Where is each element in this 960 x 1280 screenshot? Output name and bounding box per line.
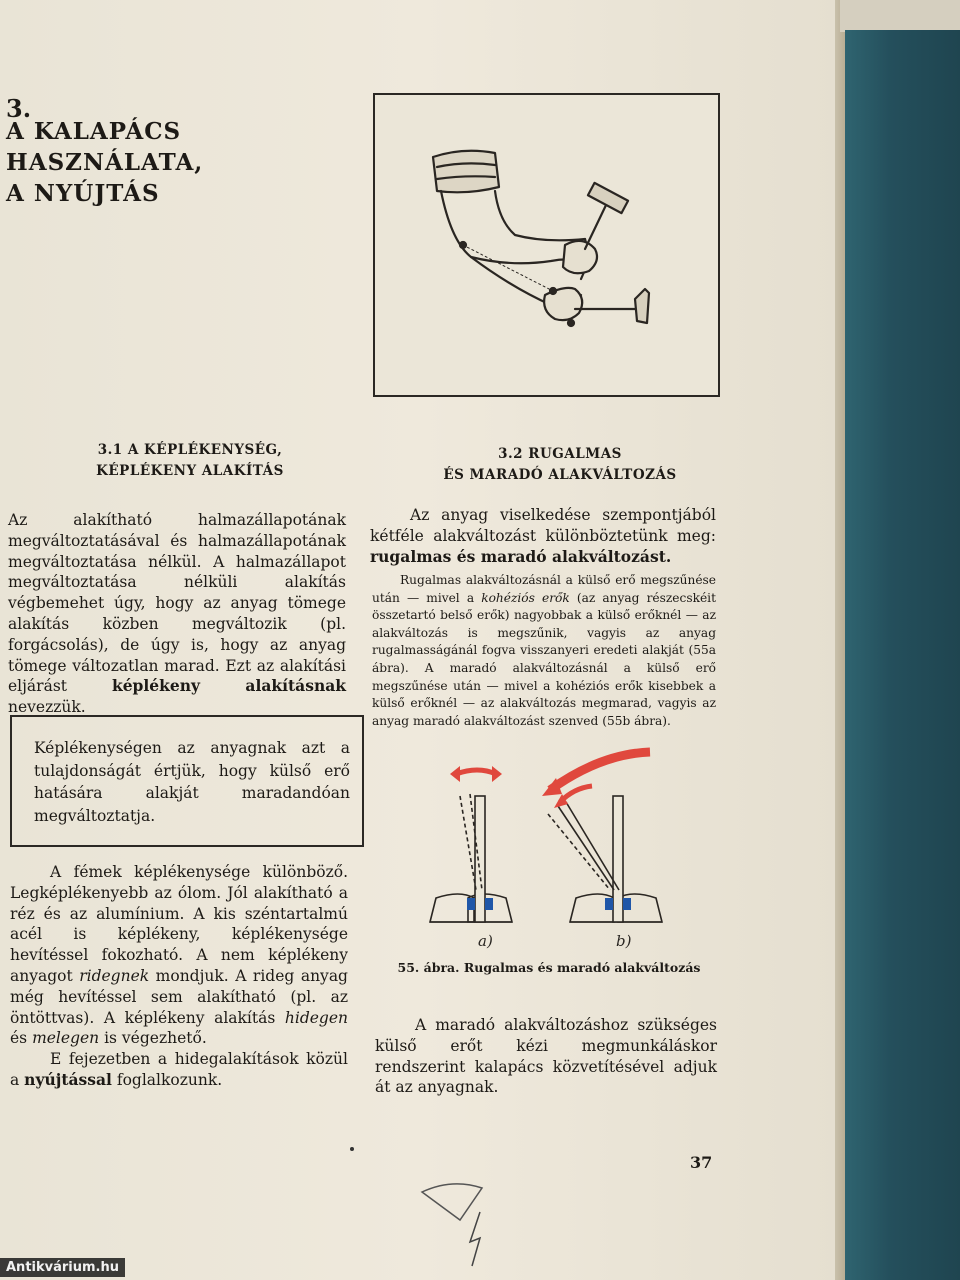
paragraph-text: A fémek képlékenysége különböző. Legképlékenyebb az ólom. Jól alakítható a réz és az alumínium. A kis széntartalmú acél is képlékeny, képlékenysége hevítéssel fokozható. A nem képlékeny anyagot bbox=[10, 863, 348, 985]
paragraph-text: E fejezetben a hidegalakítások közül a bbox=[10, 1050, 348, 1089]
clamp-block bbox=[623, 898, 631, 910]
paragraph bbox=[372, 572, 716, 730]
clamp-block bbox=[605, 898, 613, 910]
arrow-head bbox=[492, 766, 502, 782]
paragraph-text: nevezzük. bbox=[8, 698, 86, 717]
chapter-number: 3. bbox=[6, 94, 32, 123]
section-3-2-small-print bbox=[372, 572, 716, 730]
italic-term: hidegen bbox=[284, 1008, 348, 1027]
paragraph-text: mondjuk. A rideg anyag még hevítéssel sem alakítható (pl. az öntöttvas). A képlékeny alakítás bbox=[10, 966, 348, 1027]
clamp-block bbox=[485, 898, 493, 910]
paragraph-text: foglalkozunk. bbox=[111, 1070, 223, 1089]
paragraph: A maradó alakváltozáshoz szükséges külső erőt kézi megmunkáláskor rendszerint kalapács közvetítésével adjuk át az anyagnak. bbox=[375, 1016, 717, 1097]
paragraph-text: (az anyag részecskéit összetartó belső erők) nagyobbak a külső erőknél — az alakváltozás is megszűnik, vagyis az anyag rugalmasságánál fogva visszanyeri eredeti alakját (55a ábra). A maradó alakváltozásnál a külső erő megszűnése után — mivel a kohéziós erők kisebbek a külső erőknél — az alakváltozás megmarad, vagyis az anyag maradó alakváltozást szenved (55b ábra). bbox=[372, 590, 716, 728]
bold-term: nyújtással bbox=[24, 1069, 112, 1089]
paragraph-text: Rugalmas alakváltozásnál a külső erő megszűnése után — mivel a bbox=[372, 573, 716, 605]
section-3-1-heading-line-1: 3.1 A KÉPLÉKENYSÉG, bbox=[97, 442, 283, 458]
section-3-1-heading bbox=[60, 440, 320, 482]
section-3-2-heading-line-2: ÉS MARADÓ ALAKVÁLTOZÁS bbox=[443, 467, 677, 483]
definition-text: Képlékenységen az anyagnak azt a tulajdonságát értjük, hogy külső erő hatására alakját maradandóan megváltoztatja. bbox=[34, 739, 350, 825]
figure-55 bbox=[420, 740, 680, 950]
chapter-title-line-1: A KALAPÁCS HASZNÁLATA, bbox=[6, 118, 204, 176]
section-3-1-paragraph-2 bbox=[10, 862, 348, 1091]
deformation-diagram bbox=[420, 740, 680, 950]
paragraph bbox=[370, 505, 716, 567]
elastic-arrow bbox=[456, 770, 496, 774]
section-3-2-heading-line-1: 3.2 RUGALMAS bbox=[498, 446, 622, 462]
section-3-2-paragraph-1 bbox=[370, 505, 716, 567]
hammer-grip-illustration bbox=[373, 93, 720, 397]
paragraph-text: Az alakítható halmazállapotának megváltoztatásával és halmazállapotának megváltoztatása nélkül. A halmazállapot megváltoztatása nélküli alakítás végbemehet úgy, hogy az anyag tömege alakítás közben megváltozik (pl. forgácsolás), de úgy is, hogy az anyag tömege változatlan marad. Ezt az alakítási eljárást bbox=[8, 511, 346, 696]
section-3-2-heading bbox=[390, 444, 730, 486]
ink-dot bbox=[350, 1147, 354, 1151]
watermark: Antikvárium.hu bbox=[0, 1258, 125, 1277]
chapter-title-line-2: A NYÚJTÁS bbox=[6, 180, 160, 207]
page-edge bbox=[835, 0, 845, 1280]
italic-term: melegen bbox=[32, 1029, 100, 1048]
bold-term: képlékeny alakításnak bbox=[111, 676, 347, 696]
plastic-arrow-outer bbox=[550, 752, 650, 790]
pencil-scribble bbox=[410, 1172, 520, 1272]
paragraph-text: Az anyag viselkedése szempontjából kétféle alakváltozást különböztetünk meg: bbox=[370, 506, 716, 545]
bold-term: rugalmas és maradó alakváltozást. bbox=[370, 546, 672, 566]
rod-b bbox=[613, 796, 623, 922]
page-number: 37 bbox=[690, 1153, 713, 1172]
italic-term: kohéziós erők bbox=[481, 590, 570, 605]
paragraph bbox=[10, 862, 348, 1049]
chapter-title bbox=[6, 116, 346, 209]
section-3-1-paragraph-1 bbox=[8, 510, 346, 718]
section-3-1-heading-line-2: KÉPLÉKENY ALAKÍTÁS bbox=[96, 463, 284, 479]
arrow-head bbox=[450, 766, 460, 782]
figure-caption: 55. ábra. Rugalmas és maradó alakváltozás bbox=[397, 960, 701, 975]
section-3-2-paragraph-2 bbox=[375, 1015, 717, 1098]
italic-term: ridegnek bbox=[79, 966, 150, 985]
clamp-block bbox=[467, 898, 475, 910]
definition-box bbox=[10, 715, 364, 847]
figure-label-a: a) bbox=[478, 932, 493, 950]
arm-hammer-drawing bbox=[375, 95, 718, 395]
background-top bbox=[840, 0, 960, 32]
figure-label-b: b) bbox=[616, 932, 632, 950]
paragraph-text: és bbox=[10, 1029, 33, 1048]
book-cover bbox=[845, 30, 960, 1280]
paragraph bbox=[10, 1049, 348, 1091]
rod-a bbox=[475, 796, 485, 922]
paragraph-text: is végezhető. bbox=[99, 1029, 207, 1048]
